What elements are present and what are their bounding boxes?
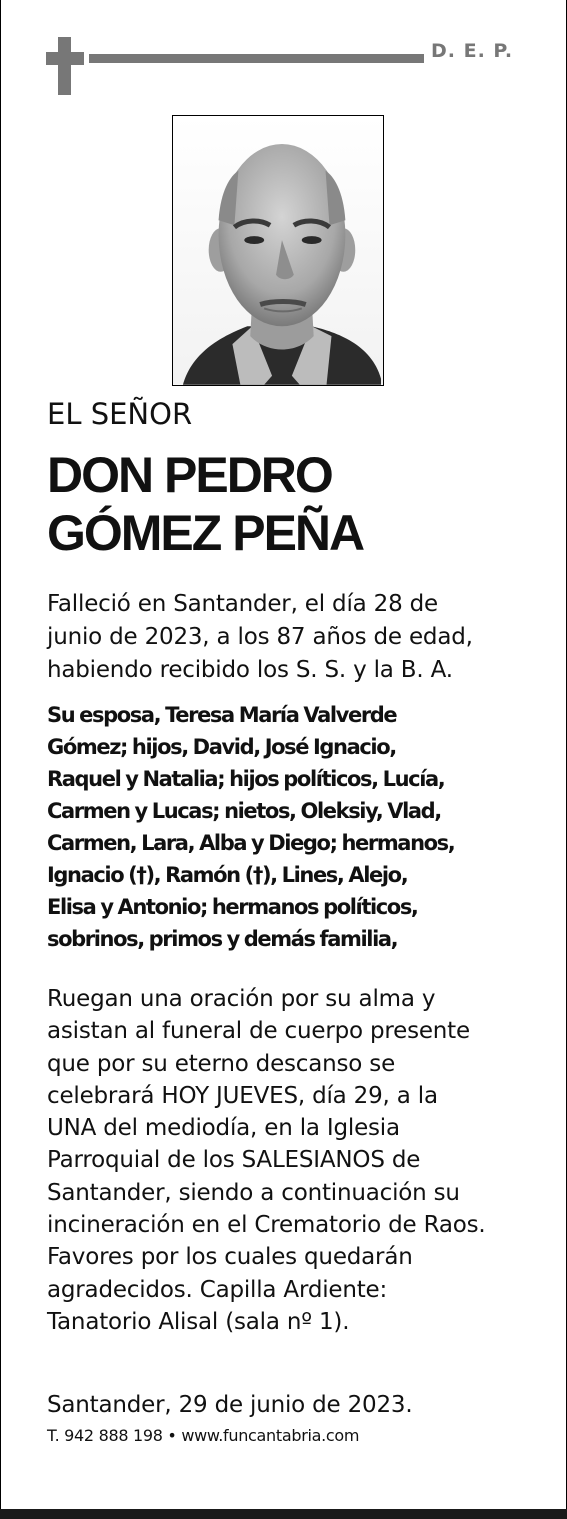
family-line: Gómez; hijos, David, José Ignacio, [47,735,396,759]
funeral-line: que por su eterno descanso se [47,1050,396,1077]
family-line: Carmen, Lara, Alba y Diego; hermanos, [47,831,455,855]
death-notice-paragraph [47,588,537,687]
death-notice-line: Falleció en Santander, el día 28 de [47,591,438,617]
death-notice-line: junio de 2023, a los 87 años de edad, [47,624,473,650]
funeral-line: Favores por los cuales quedarán [47,1244,413,1271]
deceased-name [47,446,363,562]
funeral-line: UNA del mediodía, en la Iglesia [47,1115,400,1142]
funeral-line: Parroquial de los SALESIANOS de [47,1147,421,1174]
deceased-title: EL SEÑOR [47,397,193,431]
funeral-line: Tanatorio Alisal (sala nº 1). [47,1308,350,1335]
header-rule [89,54,424,63]
family-paragraph [47,699,537,955]
funeral-line: asistan al funeral de cuerpo presente [47,1018,470,1045]
place-date: Santander, 29 de junio de 2023. [47,1392,413,1418]
funeral-line: Santander, siendo a continuación su [47,1179,460,1206]
portrait-icon [173,116,383,385]
cross-icon [58,37,71,95]
dep-label: D. E. P. [431,40,514,62]
family-line: sobrinos, primos y demás familia, [47,927,398,951]
deceased-name-line-2: GÓMEZ PEÑA [47,505,364,561]
death-notice-line: habiendo recibido los S. S. y la B. A. [47,657,453,683]
contact-info: T. 942 888 198 • www.funcantabria.com [47,1426,360,1445]
family-line: Su esposa, Teresa María Valverde [47,703,397,727]
bottom-rule [0,1509,567,1519]
cross-icon-arm [46,52,84,65]
funeral-line: celebrará HOY JUEVES, día 29, a la [47,1082,438,1109]
family-line: Ignacio (†), Ramón (†), Lines, Alejo, [47,863,408,887]
portrait-photo [172,115,384,386]
funeral-line: Ruegan una oración por su alma y [47,986,436,1012]
family-line: Raquel y Natalia; hijos políticos, Lucía, [47,767,445,791]
deceased-name-line-1: DON PEDRO [47,447,332,503]
family-line: Carmen y Lucas; nietos, Oleksiy, Vlad, [47,799,441,823]
funeral-line: agradecidos. Capilla Ardiente: [47,1276,388,1303]
family-line: Elisa y Antonio; hermanos políticos, [47,895,418,919]
funeral-paragraph [47,983,537,1338]
funeral-line: incineración en el Crematorio de Raos. [47,1212,486,1239]
